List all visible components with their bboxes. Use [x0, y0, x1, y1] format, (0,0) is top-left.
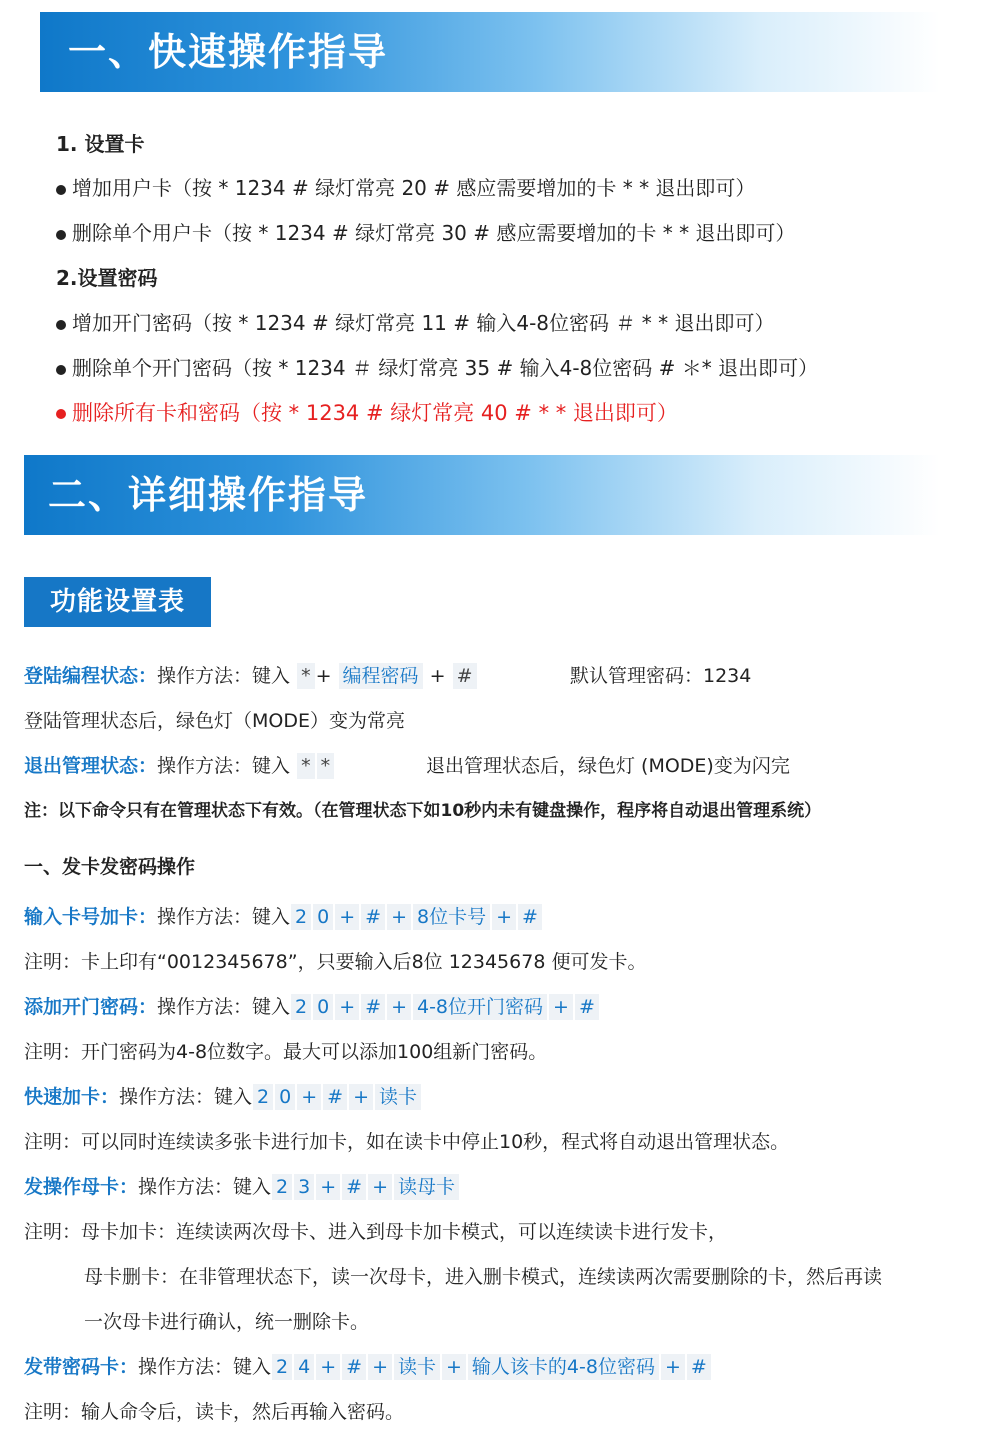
key: + [442, 1354, 466, 1380]
bullet-icon [56, 409, 66, 419]
key: 编程密码 [339, 663, 423, 689]
command-note: 注明：输人命令后，读卡，然后再输入密码。 [24, 1401, 405, 1423]
key: 0 [275, 1084, 295, 1110]
key: * [297, 753, 315, 779]
key: 0 [313, 904, 333, 930]
key: # [575, 994, 599, 1020]
list-item-text: 删除单个用户卡（按 * 1234 # 绿灯常亮 30 # 感应需要增加的卡 * * 退出即可） [72, 221, 796, 245]
subheading-issue-card: 一、发卡发密码操作 [24, 856, 196, 878]
section2-title: 二、详细操作指导 [48, 473, 369, 517]
default-password: 默认管理密码：1234 [570, 665, 752, 687]
list-item [56, 217, 795, 246]
list-item-text: 增加用户卡（按 * 1234 # 绿灯常亮 20 # 感应需要增加的卡 * * 退出即可） [72, 176, 756, 200]
command-note: 注明：母卡加卡：连续读两次母卡、进入到母卡加卡模式，可以连续读卡进行发卡， [24, 1221, 728, 1243]
login-row [24, 661, 478, 689]
key: + [335, 994, 359, 1020]
key: + [661, 1354, 685, 1380]
plus: + [315, 665, 332, 687]
key: 8位卡号 [413, 904, 490, 930]
command-label: 发带密码卡： [24, 1356, 139, 1378]
key: # [361, 994, 385, 1020]
key: 2 [272, 1174, 292, 1200]
key: 0 [313, 994, 333, 1020]
key: 3 [294, 1174, 314, 1200]
login-method: 操作方法：键入 [157, 665, 291, 687]
command-method: 操作方法：键入 [138, 1176, 272, 1198]
exit-label: 退出管理状态： [24, 755, 158, 777]
command-label: 输入卡号加卡： [24, 906, 158, 928]
key: # [342, 1174, 366, 1200]
heading-set-password: 2.设置密码 [56, 266, 158, 290]
key: + [335, 904, 359, 930]
warning-note: 注：以下命令只有在管理状态下有效。（在管理状态下如10秒内未有键盘操作，程序将自动退出管理系统） [24, 801, 822, 821]
key: + [387, 904, 411, 930]
key: 读卡 [375, 1084, 421, 1110]
key: + [387, 994, 411, 1020]
command-note: 母卡删卡：在非管理状态下，读一次母卡，进入删卡模式，连续读两次需要删除的卡，然后再读 [84, 1266, 883, 1288]
key: # [687, 1354, 711, 1380]
section1-banner [40, 12, 940, 92]
command-row [24, 902, 543, 930]
command-note: 注明：卡上印有“0012345678”，只要输入后8位 12345678 便可发卡。 [24, 951, 647, 973]
command-label: 添加开门密码： [24, 996, 158, 1018]
key: 2 [253, 1084, 273, 1110]
key: 4 [294, 1354, 314, 1380]
list-item [56, 172, 755, 201]
command-method: 操作方法：键入 [119, 1086, 253, 1108]
key: 2 [291, 994, 311, 1020]
exit-note: 退出管理状态后，绿色灯 (MODE)变为闪完 [426, 755, 790, 777]
key: 2 [272, 1354, 292, 1380]
exit-row [24, 751, 335, 779]
list-item-text: 增加开门密码（按 * 1234 # 绿灯常亮 11 # 输入4-8位密码 ＃ * * 退出即可） [72, 311, 775, 335]
key: + [368, 1354, 392, 1380]
key: # [361, 904, 385, 930]
command-row [24, 1082, 422, 1110]
key: + [368, 1174, 392, 1200]
list-item-text: 删除单个开门密码（按 * 1234 ＃ 绿灯常亮 35 # 输入4-8位密码 # ＊* 退出即可） [72, 356, 819, 380]
command-method: 操作方法：键入 [138, 1356, 272, 1378]
key: + [549, 994, 573, 1020]
command-label: 快速加卡： [24, 1086, 120, 1108]
key: + [492, 904, 516, 930]
command-note: 一次母卡进行确认，统一删除卡。 [84, 1311, 370, 1333]
command-note: 注明：可以同时连续读多张卡进行加卡，如在读卡中停止10秒，程式将自动退出管理状态。 [24, 1131, 790, 1153]
key: + [316, 1174, 340, 1200]
list-item-text: 删除所有卡和密码（按 * 1234 # 绿灯常亮 40 # * * 退出即可） [72, 401, 678, 425]
key: * [297, 663, 315, 689]
command-label: 发操作母卡： [24, 1176, 139, 1198]
command-row [24, 992, 600, 1020]
command-row [24, 1352, 712, 1380]
bullet-icon [56, 230, 66, 240]
list-item [56, 352, 818, 381]
bullet-icon [56, 320, 66, 330]
key: + [297, 1084, 321, 1110]
key: # [518, 904, 542, 930]
list-item [56, 307, 774, 336]
key: 4-8位开门密码 [413, 994, 547, 1020]
function-table-label: 功能设置表 [24, 577, 211, 627]
key: 2 [291, 904, 311, 930]
login-note: 登陆管理状态后，绿色灯（MODE）变为常亮 [24, 710, 405, 732]
list-item-warning [56, 397, 678, 427]
section2-banner [24, 455, 940, 535]
heading-set-card: 1. 设置卡 [56, 132, 145, 156]
login-label: 登陆编程状态： [24, 665, 158, 687]
key: # [453, 663, 477, 689]
key: + [316, 1354, 340, 1380]
section1-title: 一、快速操作指导 [68, 30, 389, 74]
command-method: 操作方法：键入 [157, 906, 291, 928]
bullet-icon [56, 185, 66, 195]
key: # [342, 1354, 366, 1380]
key: 输人该卡的4-8位密码 [468, 1354, 659, 1380]
key: 读母卡 [394, 1174, 459, 1200]
key: + [349, 1084, 373, 1110]
key: 读卡 [394, 1354, 440, 1380]
plus: + [429, 665, 446, 687]
bullet-icon [56, 365, 66, 375]
command-method: 操作方法：键入 [157, 996, 291, 1018]
exit-method: 操作方法：键入 [157, 755, 291, 777]
key: * [317, 753, 335, 779]
command-note: 注明：开门密码为4-8位数字。最大可以添加100组新门密码。 [24, 1041, 548, 1063]
command-row [24, 1172, 460, 1200]
key: # [323, 1084, 347, 1110]
